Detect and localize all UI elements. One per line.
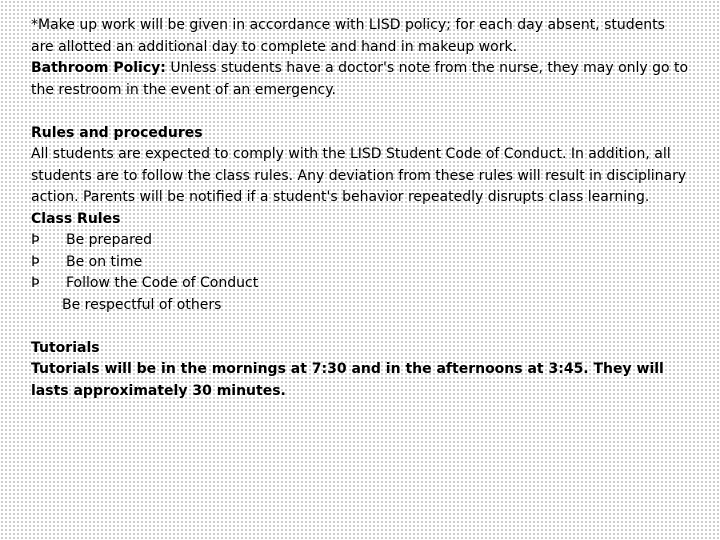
rules-procedures-heading: Rules and procedures <box>31 124 203 141</box>
bullet-icon: Þ <box>31 232 40 248</box>
bullet-icon: Þ <box>31 275 40 291</box>
bathroom-policy-text: Unless students have a doctor's note from the nurse, they may only go to the restroom in the event of an emergency. <box>31 60 689 98</box>
document-body <box>31 15 691 402</box>
class-rule-text: Be prepared <box>66 232 153 248</box>
bullet-icon: Þ <box>31 253 40 270</box>
class-rules-heading: Class Rules <box>31 210 121 227</box>
tutorials-text: Tutorials will be in the mornings at 7:30 and in the afternoons at 3:45. They will lasts approximately 30 minutes. <box>31 361 664 399</box>
class-rule-text: Follow the Code of Conduct <box>66 275 259 291</box>
makeup-policy-text: *Make up work will be given in accordance with LISD policy; for each day absent, students are allotted an additional day to complete and hand in makeup work. <box>31 17 665 55</box>
class-rule-item <box>31 273 691 295</box>
class-rule-item <box>31 230 691 252</box>
class-rule-item-extra: Be respectful of others <box>62 296 222 313</box>
tutorials-heading: Tutorials <box>31 339 100 356</box>
bathroom-policy <box>31 58 691 101</box>
bathroom-policy-label: Bathroom Policy: <box>31 60 166 76</box>
class-rule-text: Be on time <box>66 253 143 270</box>
section-spacer <box>31 101 691 123</box>
class-rule-item <box>31 252 691 274</box>
rules-procedures-text: All students are expected to comply with the LISD Student Code of Conduct. In addition, all students are to follow the class rules. Any deviation from these rules will result in disciplinary action. Parents will be notified if a student's behavior repeatedly disrupts class learning. <box>31 146 687 205</box>
section-spacer <box>31 316 691 338</box>
